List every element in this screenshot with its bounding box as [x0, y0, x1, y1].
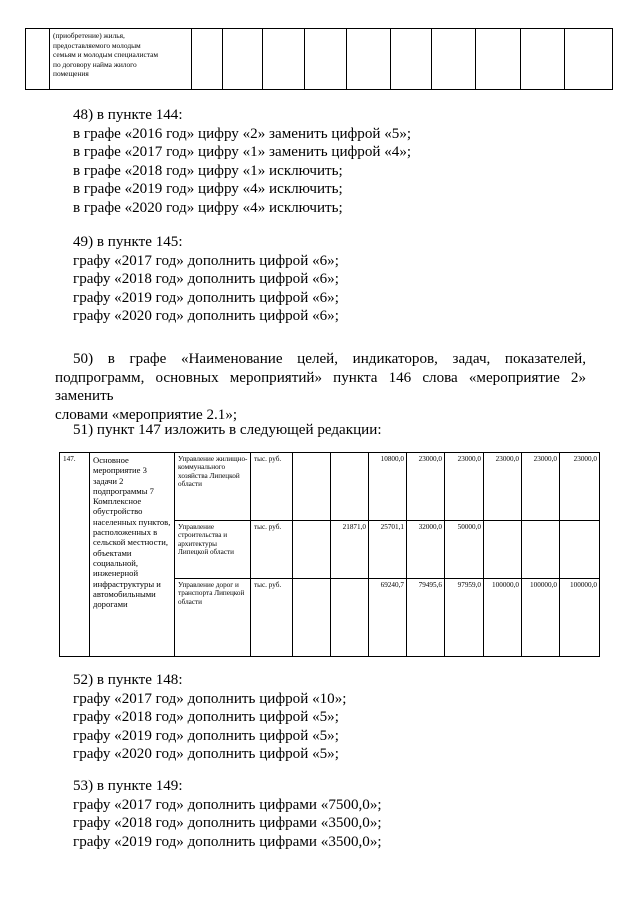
value-cell: 23000,0 — [484, 453, 522, 521]
cell-text-line: помещения — [53, 69, 89, 79]
cell-text-line: по договору найма жилого — [53, 59, 137, 69]
cell-text-line: предоставляемого молодым — [53, 40, 141, 50]
table-cell — [223, 29, 263, 90]
item-line: 50) в графе «Наименование целей, индикаторов, задач, показателей, — [73, 351, 586, 367]
item-53 — [73, 777, 382, 851]
item-50 — [55, 350, 586, 424]
item-heading: 53) в пункте 149: — [73, 778, 183, 794]
value-cell: 100000,0 — [522, 579, 560, 657]
item-line: графу «2017 год» дополнить цифрами «7500,0»; — [73, 796, 382, 813]
measure-name-cell: Основное мероприятие 3 задачи 2 подпрограммы 7 Комплексное обустройство населенных пунктов, расположенных в сельской местности, объектами социальной, инженерной инфраструктуры и автомобильными дорогами — [90, 453, 175, 657]
value-cell — [484, 521, 522, 579]
cell-text-line: (приобретение) жилья, — [53, 31, 125, 40]
item-line: графу «2017 год» дополнить цифрой «10»; — [73, 690, 347, 707]
value-cell: 79495,6 — [407, 579, 445, 657]
table-cell — [26, 29, 50, 90]
item-line: графу «2019 год» дополнить цифрой «5»; — [73, 727, 339, 744]
item-line: словами «мероприятие 2.1»; — [55, 406, 238, 423]
table-cell — [432, 29, 476, 90]
value-cell: 23000,0 — [407, 453, 445, 521]
organization-cell: Управление жилищно-коммунального хозяйства Липецкой области — [175, 453, 251, 521]
value-cell: 10800,0 — [369, 453, 407, 521]
item-heading: 48) в пункте 144: — [73, 107, 183, 123]
value-cell: 23000,0 — [445, 453, 484, 521]
unit-cell: тыс. руб. — [251, 453, 293, 521]
table-cell — [521, 29, 565, 90]
value-cell — [522, 521, 560, 579]
table-row — [60, 453, 600, 521]
value-cell — [293, 453, 331, 521]
item-48 — [73, 106, 411, 217]
item-line: подпрограмм, основных мероприятий» пункта 146 слова «мероприятие 2» заменить — [55, 369, 586, 404]
unit-cell: тыс. руб. — [251, 579, 293, 657]
value-cell — [560, 521, 600, 579]
item-heading: 52) в пункте 148: — [73, 672, 183, 688]
value-cell: 21871,0 — [331, 521, 369, 579]
item-line: в графе «2020 год» цифру «4» исключить; — [73, 199, 343, 216]
value-cell — [293, 579, 331, 657]
item-line: в графе «2016 год» цифру «2» заменить цифрой «5»; — [73, 125, 412, 142]
value-cell: 50000,0 — [445, 521, 484, 579]
table-cell — [476, 29, 521, 90]
measure-147-table — [59, 452, 600, 657]
unit-cell: тыс. руб. — [251, 521, 293, 579]
value-cell: 32000,0 — [407, 521, 445, 579]
value-cell — [331, 453, 369, 521]
value-cell: 69240,7 — [369, 579, 407, 657]
item-line: в графе «2018 год» цифру «1» исключить; — [73, 162, 343, 179]
value-cell: 23000,0 — [522, 453, 560, 521]
item-line: графу «2019 год» дополнить цифрой «6»; — [73, 289, 339, 306]
table-cell — [565, 29, 613, 90]
item-line: графу «2018 год» дополнить цифрой «6»; — [73, 271, 339, 287]
row-number-cell: 147. — [60, 453, 90, 657]
value-cell: 97959,0 — [445, 579, 484, 657]
item-49 — [73, 233, 339, 326]
organization-cell: Управление строительства и архитектуры Липецкой области — [175, 521, 251, 579]
cell-text-line: семьям и молодым специалистам — [53, 50, 159, 60]
item-heading: 49) в пункте 145: — [73, 234, 183, 250]
table-cell — [263, 29, 305, 90]
value-cell: 100000,0 — [484, 579, 522, 657]
measure-description-cell — [50, 29, 192, 90]
value-cell — [331, 579, 369, 657]
table-cell — [192, 29, 223, 90]
continued-table-row — [25, 28, 613, 90]
table-cell — [305, 29, 347, 90]
item-line: графу «2018 год» дополнить цифрой «5»; — [73, 709, 339, 725]
table-cell — [347, 29, 391, 90]
item-51 — [73, 421, 382, 440]
item-line: графу «2019 год» дополнить цифрами «3500,0»; — [73, 833, 382, 850]
item-line: графу «2018 год» дополнить цифрами «3500,0»; — [73, 815, 382, 831]
item-heading: 51) пункт 147 изложить в следующей редакции: — [73, 422, 382, 438]
item-line: в графе «2017 год» цифру «1» заменить цифрой «4»; — [73, 144, 412, 160]
item-line: графу «2017 год» дополнить цифрой «6»; — [73, 252, 339, 269]
item-52 — [73, 671, 346, 764]
value-cell — [293, 521, 331, 579]
table-cell — [391, 29, 432, 90]
item-line: в графе «2019 год» цифру «4» исключить; — [73, 181, 343, 197]
value-cell: 23000,0 — [560, 453, 600, 521]
item-line: графу «2020 год» дополнить цифрой «5»; — [73, 746, 339, 762]
value-cell: 100000,0 — [560, 579, 600, 657]
item-line: графу «2020 год» дополнить цифрой «6»; — [73, 308, 339, 324]
value-cell: 25701,1 — [369, 521, 407, 579]
organization-cell: Управление дорог и транспорта Липецкой области — [175, 579, 251, 657]
